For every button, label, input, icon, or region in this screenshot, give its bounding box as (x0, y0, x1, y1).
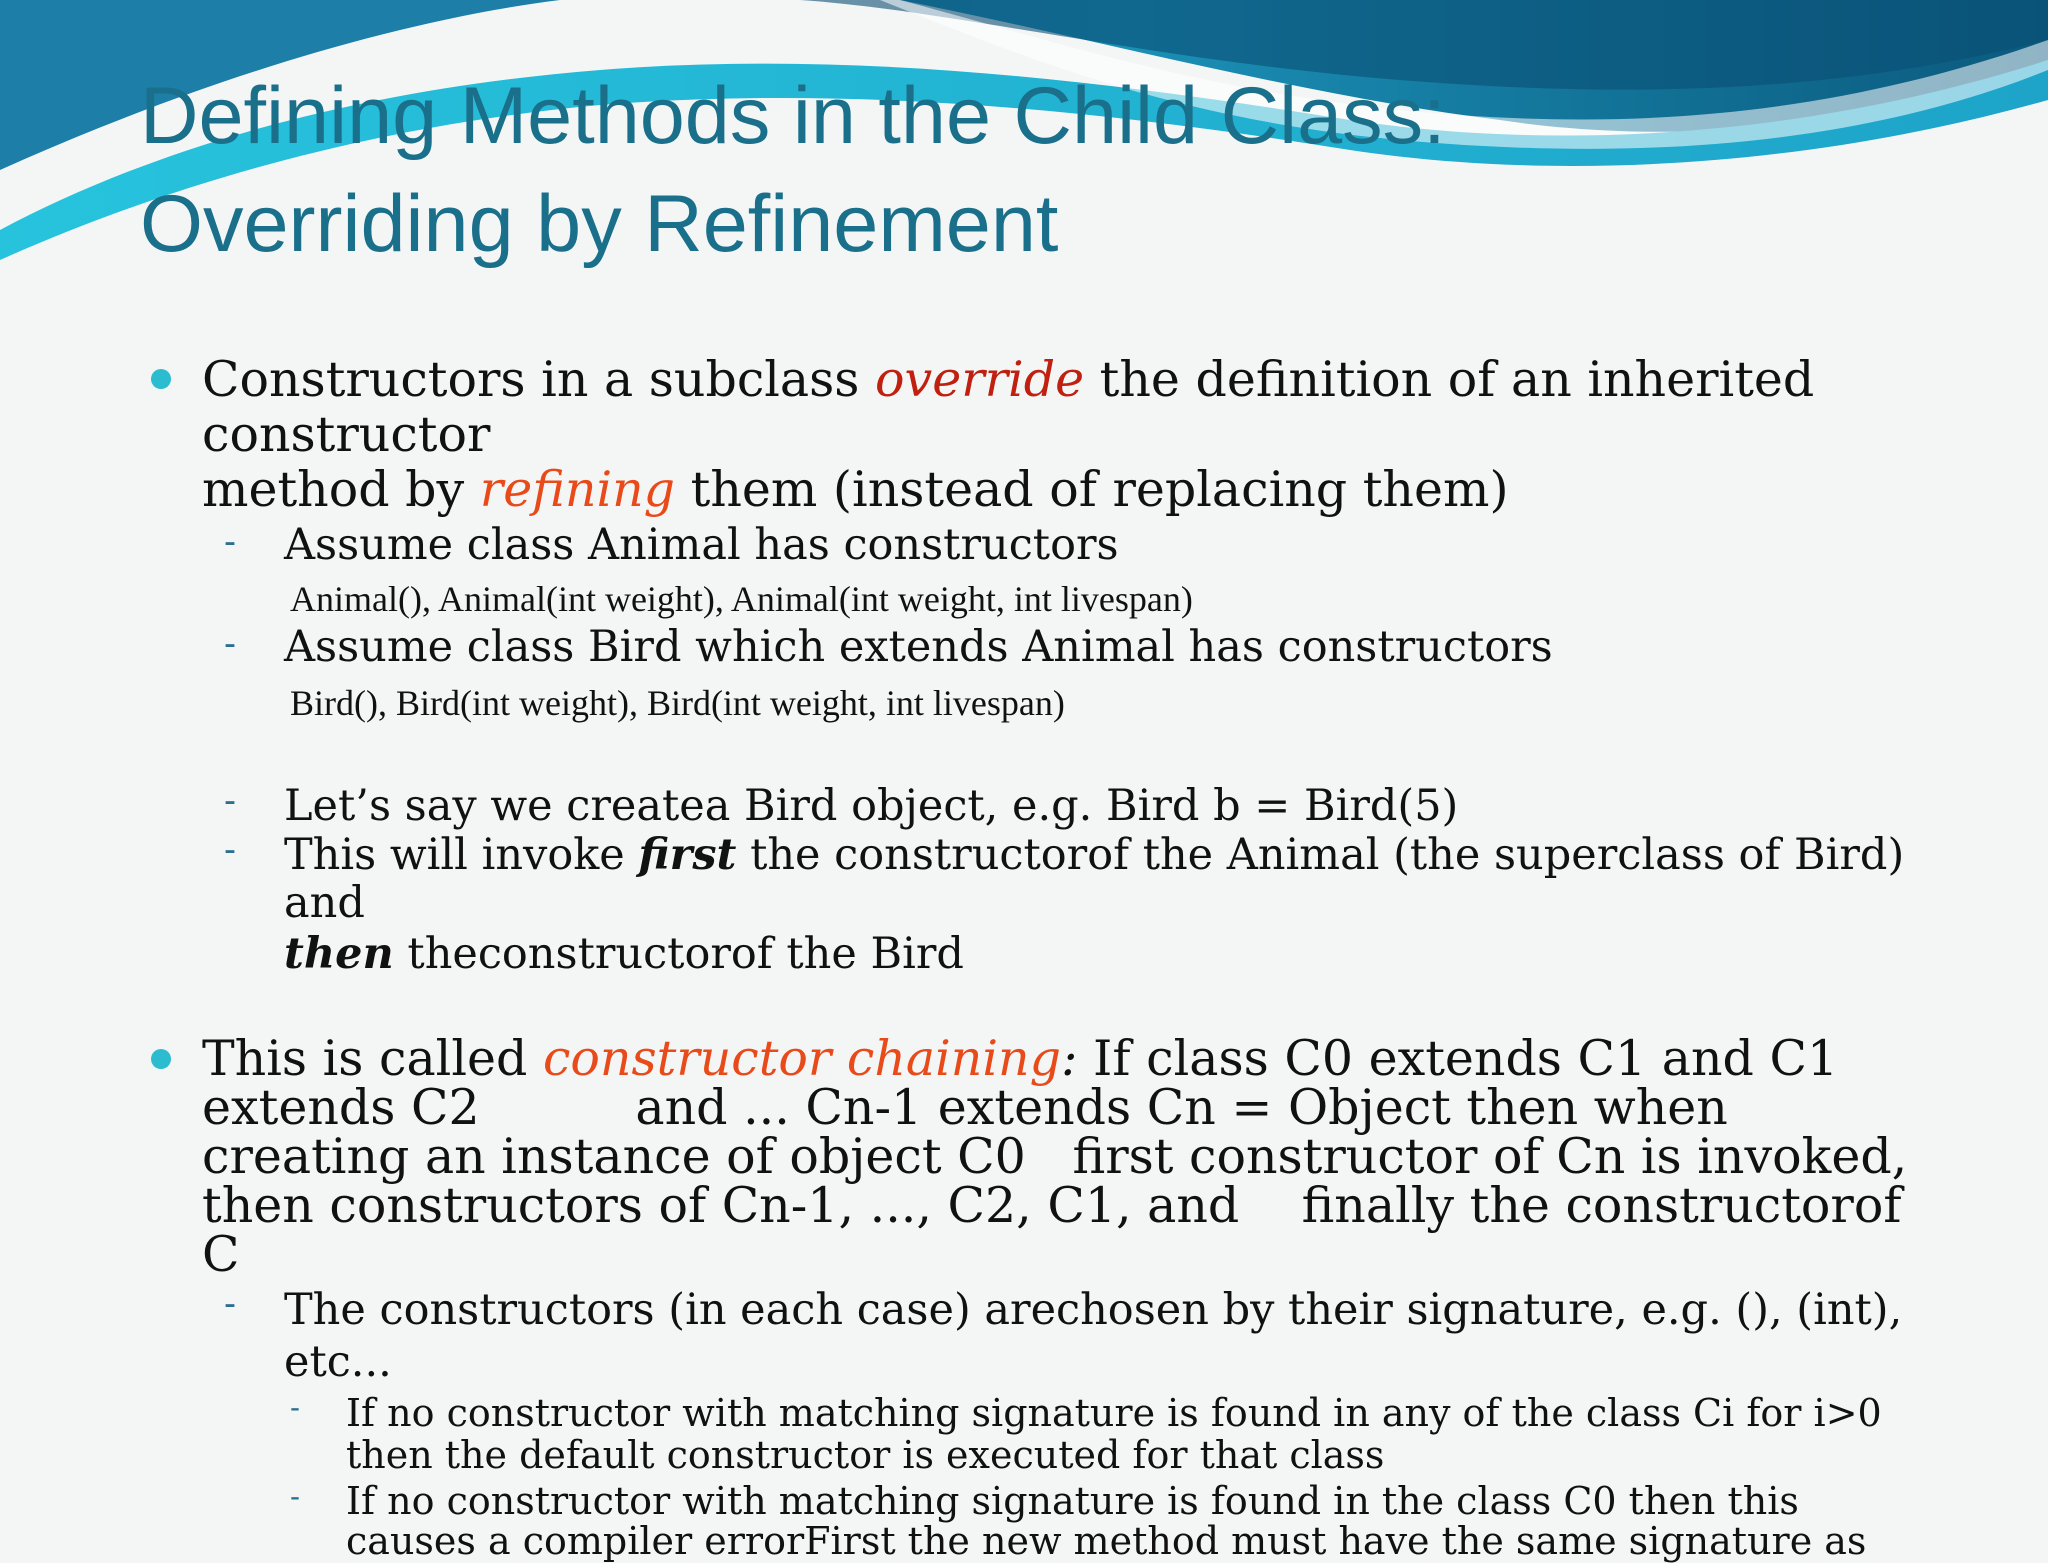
bullet-1-line-2: constructor (202, 406, 491, 463)
bullet-2-line-5: C (202, 1226, 240, 1283)
sub-sub-bullet-default-line-2: then the default constructor is executed for that class (346, 1433, 1385, 1477)
bird-constructors: Bird(), Bird(int weight), Bird(int weight, int livespan) (290, 683, 1065, 723)
keyword-override: override (875, 351, 1085, 408)
sub-bullet-invoke-line-3: then theconstructorof the Bird (284, 929, 964, 979)
bullet-1-line-3: method by refining them (instead of replacing them) (202, 461, 1509, 518)
dash-icon: - (290, 1391, 300, 1424)
sub-sub-bullet-error-line-2: causes a compiler errorFirst the new method must have the same signature as (346, 1519, 1867, 1563)
sub-bullet-create: Let’s say we createa Bird object, e.g. Bird b = Bird(5) (284, 781, 1459, 831)
keyword-then: then (284, 929, 394, 979)
keyword-first: first (638, 830, 737, 880)
bullet-2-line-2: extends C2 and ... Cn-1 extends Cn = Object then when (202, 1079, 1728, 1136)
sub-sub-bullet-error-line-1: If no constructor with matching signature is found in the class C0 then this (346, 1479, 1799, 1523)
bullet-1-line-1: Constructors in a subclass override the definition of an inherited (202, 351, 1815, 408)
sub-bullet-bird: Assume class Bird which extends Animal has constructors (284, 622, 1553, 672)
bullet-2-line-1: This is called constructor chaining: If class C0 extends C1 and C1 (202, 1030, 1839, 1087)
sub-bullet-invoke-line-2: and (284, 878, 365, 928)
keyword-constructor-chaining: constructor chaining (542, 1030, 1061, 1087)
dash-icon: - (224, 828, 236, 869)
bullet-dot-icon (151, 1049, 171, 1069)
dash-icon: - (224, 1282, 236, 1323)
sub-bullet-signature-line-2: etc... (284, 1337, 392, 1387)
title-line-2: Overriding by Refinement (140, 179, 1059, 269)
sub-sub-bullet-default-line-1: If no constructor with matching signature is found in any of the class Ci for i>0 (346, 1391, 1882, 1435)
dash-icon: - (224, 622, 236, 663)
sub-bullet-signature-line-1: The constructors (in each case) arechosen by their signature, e.g. (), (int), (284, 1285, 1903, 1335)
dash-icon: - (224, 779, 236, 820)
keyword-refining: refining (479, 461, 676, 518)
sub-bullet-animal: Assume class Animal has constructors (284, 520, 1119, 570)
dash-icon: - (224, 520, 236, 561)
bullet-2-line-4: then constructors of Cn-1, ..., C2, C1, and finally the constructorof (202, 1177, 1902, 1234)
bullet-2-line-3: creating an instance of object C0 first constructor of Cn is invoked, (202, 1128, 1908, 1185)
sub-bullet-invoke-line-1: This will invoke first the constructorof the Animal (the superclass of Bird) (284, 830, 1905, 880)
title-line-1: Defining Methods in the Child Class: (140, 71, 1446, 161)
animal-constructors: Animal(), Animal(int weight), Animal(int weight, int livespan) (290, 579, 1193, 619)
dash-icon: - (290, 1480, 300, 1513)
bullet-dot-icon (151, 369, 171, 389)
